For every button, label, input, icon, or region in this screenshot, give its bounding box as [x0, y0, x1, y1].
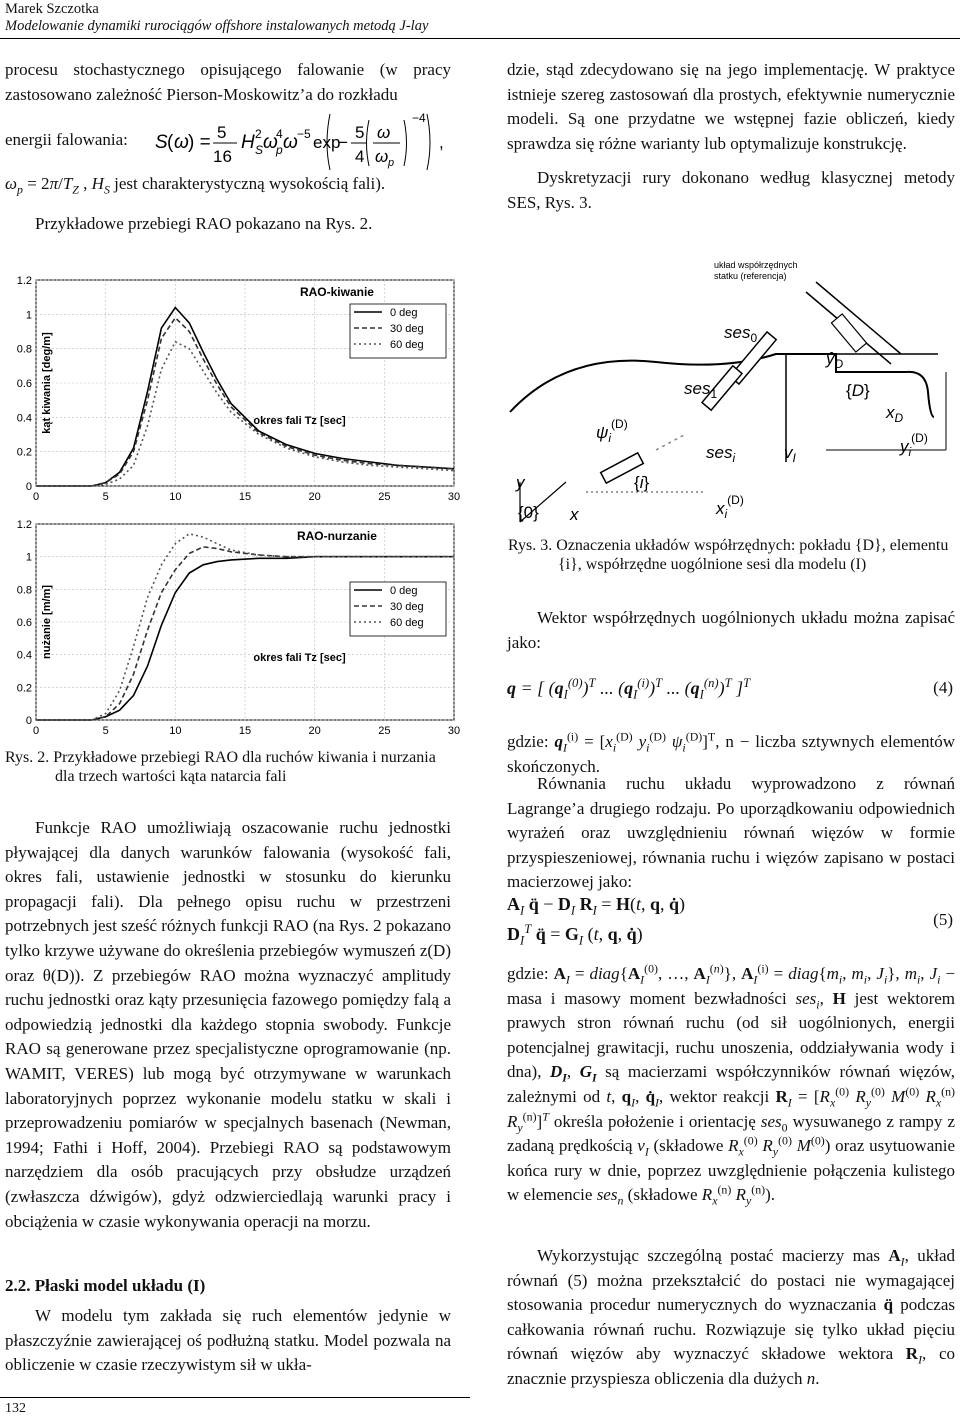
y-tick-label: 0.8	[16, 584, 32, 597]
y-tick-label: 0	[25, 715, 32, 727]
y-tick-label: 0.6	[16, 378, 32, 390]
y-tick-label: 0.2	[16, 682, 32, 695]
x-tick-label: 5	[102, 725, 109, 737]
svg-text:5: 5	[355, 123, 365, 142]
label-D: {D}	[846, 381, 870, 400]
left-p3: Funkcje RAO umożliwiają oszacowanie ruchu jednostki pływającej dla danych warunków falowania (wysokość fali, okres fali, ustawienie jednostki w stosunku do kierunku propagacji fali). Dla pełnego opisu ruchu w przestrzeni potrzebnych jest sześć różnych funkcji RAO (na Rys. 2 pokazano tylko krzywe używane do określenia przebiegów wymuszeń z(D) oraz θ(D)). Z przebiegów RAO można wyznaczyć amplitudy ruchu jednostki oraz kąty przesunięcia fazowego pomiędzy falą a odpowiedzią jednostki dla każdego stopnia swobody. Funkcje RAO są generowane przez specjalistyczne oprogramowanie (np. WAMIT, VERES) lub mogą być otrzymywane w warunkach laboratoryjnych poprzez wykonanie modelu statku w skali i przeprowadzeniu pomiarów w specjalnych basenach (Newman, 1994; Fathi i Hoff, 2004). Przebiegi RAO są podstawowym narzędziem dla osób pracujących przy obsłudze urządzeń (zwłaszcza dźwigów), gdyż odzwierciedlają warunki pracy i obciążenia w czasie wykonywania operacji na morzu.	[5, 818, 451, 1231]
pm-equation	[155, 110, 455, 170]
rao-charts	[0, 266, 462, 742]
header-title: Modelowanie dynamiki rurociągów offshore instalowanych metodą J-lay	[5, 18, 429, 34]
y-tick-label: 1	[25, 551, 32, 564]
x-tick-label: 20	[308, 491, 321, 503]
svg-text:exp: exp	[313, 133, 341, 152]
svg-text:ω: ω	[283, 132, 298, 153]
svg-text:p: p	[388, 157, 395, 169]
svg-text:5: 5	[217, 123, 227, 142]
pm-equation-block	[5, 110, 451, 196]
legend-label: 60 deg	[390, 339, 424, 351]
left-p4: W modelu tym zakłada się ruch elementów jedynie w płaszczyźnie zawierającej oś podłużną statku. Model pozwala na obliczenie w czasie rzeczywistym sił w ukła-	[5, 1306, 451, 1375]
legend-label: 0 deg	[390, 585, 418, 597]
legend-label: 60 deg	[390, 617, 424, 629]
y-tick-label: 1.2	[16, 519, 32, 531]
fig2-caption-text: Przykładowe przebiegi RAO dla ruchów kiwania i nurzania dla trzech wartości kąta natarcia fali	[53, 749, 436, 785]
svg-text:ω: ω	[377, 123, 391, 142]
legend-label: 0 deg	[390, 307, 418, 319]
chart-rao-kiwanie	[17, 275, 460, 503]
pm-definition: $\omega_p = 2\pi/T_Z$ , $H_S$ jest charakterystyczną wysokością fali).	[5, 174, 386, 197]
x-tick-label: 20	[308, 725, 321, 737]
svg-text:(: (	[167, 132, 174, 153]
label-ses1: ses$_1$	[684, 379, 718, 401]
y-axis-label: nużanie [m/m]	[41, 585, 53, 659]
fig3-caption	[508, 536, 956, 574]
y-tick-label: 0	[25, 481, 32, 493]
right-p4: gdzie: $q_I^{(i)} = [x_i^{(D)}$ $y_i^{(D)}$ $\psi_i^{(D)}]^T$, n − liczba sztywnych elementów skończonych.	[507, 729, 955, 776]
left-p1: procesu stochastycznego opisującego falowanie (w pracy zastosowano zależność Pierson-Moskowitz’a do rozkładu	[5, 60, 451, 104]
svg-text:−5: −5	[297, 127, 311, 141]
left-p2: Przykładowe przebiegi RAO pokazano na Rys. 2.	[35, 214, 373, 233]
x-tick-label: 25	[378, 725, 391, 737]
x-tick-label: 30	[447, 491, 461, 503]
eq5-line1: $A_I$ q̈ − $D_I$ $R_I = H(t$, q, q̇)	[507, 894, 685, 918]
x-tick-label: 15	[238, 725, 252, 737]
fig3-caption-text: Rys. 3. Oznaczenia układów współrzędnych: pokładu {D}, elementu {i}, współrzędne uogólnione sesi dla modelu (I)	[508, 537, 949, 573]
svg-text:4: 4	[355, 147, 365, 166]
page-number: 132	[5, 1401, 26, 1416]
label-psi: $\psi_i^{(D)}$	[596, 417, 628, 445]
svg-text:,: ,	[439, 133, 444, 152]
right-p5: Równania ruchu układu wyprowadzono z równań Lagrange’a drugiego rodzaju. Po uporządkowaniu odpowiednich wyrażeń oraz uwzględnieniu równań więzów w formie przyspieszeniowej, równania ruchu i więzów zapisano w postaci macierzowej jako:	[507, 774, 955, 892]
fig2-caption-label: Rys. 2.	[5, 749, 50, 766]
svg-text:S: S	[155, 132, 168, 153]
right-p1: dzie, stąd zdecydowano się na jego implementację. W praktyce istnieje szereg zastosowań dla prostych, efektywnie numerycznie modeli. Są one przydatne we wstępnej fazie obliczeń, kiedy sprawdza się różne warianty lub optymalizuje konstrukcję.	[507, 60, 955, 153]
right-p3: Wektor współrzędnych uogólnionych układu można zapisać jako:	[507, 608, 955, 652]
eq5-block	[507, 892, 955, 956]
label-i: {i}	[634, 473, 650, 492]
section-title: 2.2. Płaski model układu (I)	[5, 1276, 206, 1295]
svg-text:2: 2	[255, 127, 262, 141]
fig2-caption	[5, 748, 451, 786]
label-0: {0}	[518, 503, 539, 522]
left-intro	[5, 58, 451, 107]
y-tick-label: 1.2	[16, 275, 32, 287]
label-yD: $ŷ_D$	[826, 349, 844, 371]
x-axis-label: okres fali Tz [sec]	[253, 652, 346, 665]
label-vI: $v_I$	[784, 443, 796, 465]
x-tick-label: 0	[32, 491, 40, 503]
y-tick-label: 1	[25, 309, 32, 322]
fig3-ref-label: układ współrzędnych statku (referencja)	[714, 260, 798, 281]
label-sesi: ses$_i$	[706, 443, 736, 465]
y-tick-label: 0.4	[16, 412, 32, 425]
eq4: q = [ $(q_I^{(0)})^T$ ... $(q_I^{(i)})^T$ ... $(q_I^{(n)})^T$ ]$^T$	[507, 676, 751, 702]
right-p2: Dyskretyzacji rury dokonano według klasycznej metody SES, Rys. 3.	[507, 168, 955, 212]
header-author: Marek Szczotka	[5, 1, 99, 17]
svg-text:ω: ω	[174, 132, 189, 153]
svg-text:−4: −4	[412, 111, 426, 125]
eq4-block	[507, 664, 955, 714]
label-xi: $x_i^{(D)}$	[716, 493, 744, 521]
energy-label: energii falowania:	[5, 130, 128, 149]
y-tick-label: 0.8	[16, 343, 32, 356]
header-rule	[0, 38, 960, 39]
y-tick-label: 0.4	[16, 649, 32, 662]
y-tick-label: 0.6	[16, 617, 32, 629]
svg-text:) =: ) =	[188, 132, 211, 153]
label-yi: $y_i^{(D)}$	[900, 431, 928, 459]
legend-label: 30 deg	[390, 601, 424, 613]
chart-title: RAO-nurzanie	[296, 529, 377, 543]
fig3-diagram	[506, 252, 956, 530]
svg-text:16: 16	[213, 147, 232, 166]
svg-text:−: −	[338, 133, 348, 152]
eq5-line2: $D_I^T$ q̈ = $G_I$ (t, q, q̇)	[507, 922, 643, 948]
right-p6: gdzie: $A_I$ = $diag\{A_I^{(0)}$, …, $A_I^{(n)}$}, $A_I^{(i)}$ = $diag\{m_i$, $m_i$, $J_i$}, $m_i$, $J_i$ − masa i masowy moment bezwładności ses$_i$, H jest wektorem prawych stron równań ruchu (od sił uogólnionych, energii potencjalnej grawitacji, ruchu unoszenia, oddziaływania wody i dna), $D_I$, $G_I$ są macierzami współczynników równań więzów, zależnymi od t, $q_I$, $q̇_I$, wektor reakcji $R_I = [R_x^{(0)}$ $R_y^{(0)}$ $M^{(0)}$ $R_x^{(n)}$ $R_y^{(n)}]^T$ określa położenie i orientację ses$_0$ wysuwanego z rampy z zadaną prędkością $v_I$ (składowe $R_x^{(0)}$ $R_y^{(0)}$ $M^{(0)}$) oraz usytuowanie końca rury w dnie, poprzez uwzględnienie połączenia kulistego w elemencie ses$_n$ (składowe $R_x^{(n)}$ $R_y^{(n)}$).	[507, 961, 956, 1208]
svg-text:ω: ω	[375, 147, 389, 166]
label-xD: $x_D$	[886, 403, 904, 425]
x-tick-label: 30	[447, 725, 461, 737]
svg-text:S: S	[255, 143, 264, 157]
svg-text:ω: ω	[263, 132, 278, 153]
svg-text:H: H	[241, 132, 255, 153]
x-tick-label: 15	[238, 491, 252, 503]
label-x: x	[570, 505, 579, 524]
label-y: y	[516, 473, 525, 492]
label-ses0: ses$_0$	[724, 323, 758, 345]
x-axis-label: okres fali Tz [sec]	[253, 415, 346, 428]
legend-label: 30 deg	[390, 323, 424, 335]
x-tick-label: 10	[169, 491, 182, 503]
y-tick-label: 0.2	[16, 446, 32, 459]
pipe-dashed	[656, 434, 686, 450]
svg-text:p: p	[276, 143, 283, 157]
footer-rule	[0, 1397, 470, 1398]
chart-title: RAO-kiwanie	[299, 285, 374, 299]
chart-rao-nurzanie	[17, 519, 460, 737]
x-tick-label: 0	[32, 725, 40, 737]
x-tick-label: 25	[378, 491, 391, 503]
svg-text:4: 4	[276, 127, 283, 141]
y-axis-label: kąt kiwania [deg/m]	[41, 332, 53, 434]
eq4-number: (4)	[933, 678, 953, 697]
x-tick-label: 10	[169, 725, 182, 737]
x-tick-label: 5	[102, 491, 109, 503]
right-p7: Wykorzystując szczególną postać macierzy mas $A_I$, układ równań (5) można przekształcić do postaci nie wymagającej stosowania procedur numerycznych do wyznaczania q̈ podczas całkowania równań ruchu. Rozwiązuje się tylko układ pięciu równań więzów aby wyznaczyć składowe wektora $R_I$, co znacznie przyspiesza obliczenia dla dużych n.	[507, 1246, 955, 1388]
eq5-number: (5)	[933, 910, 953, 929]
